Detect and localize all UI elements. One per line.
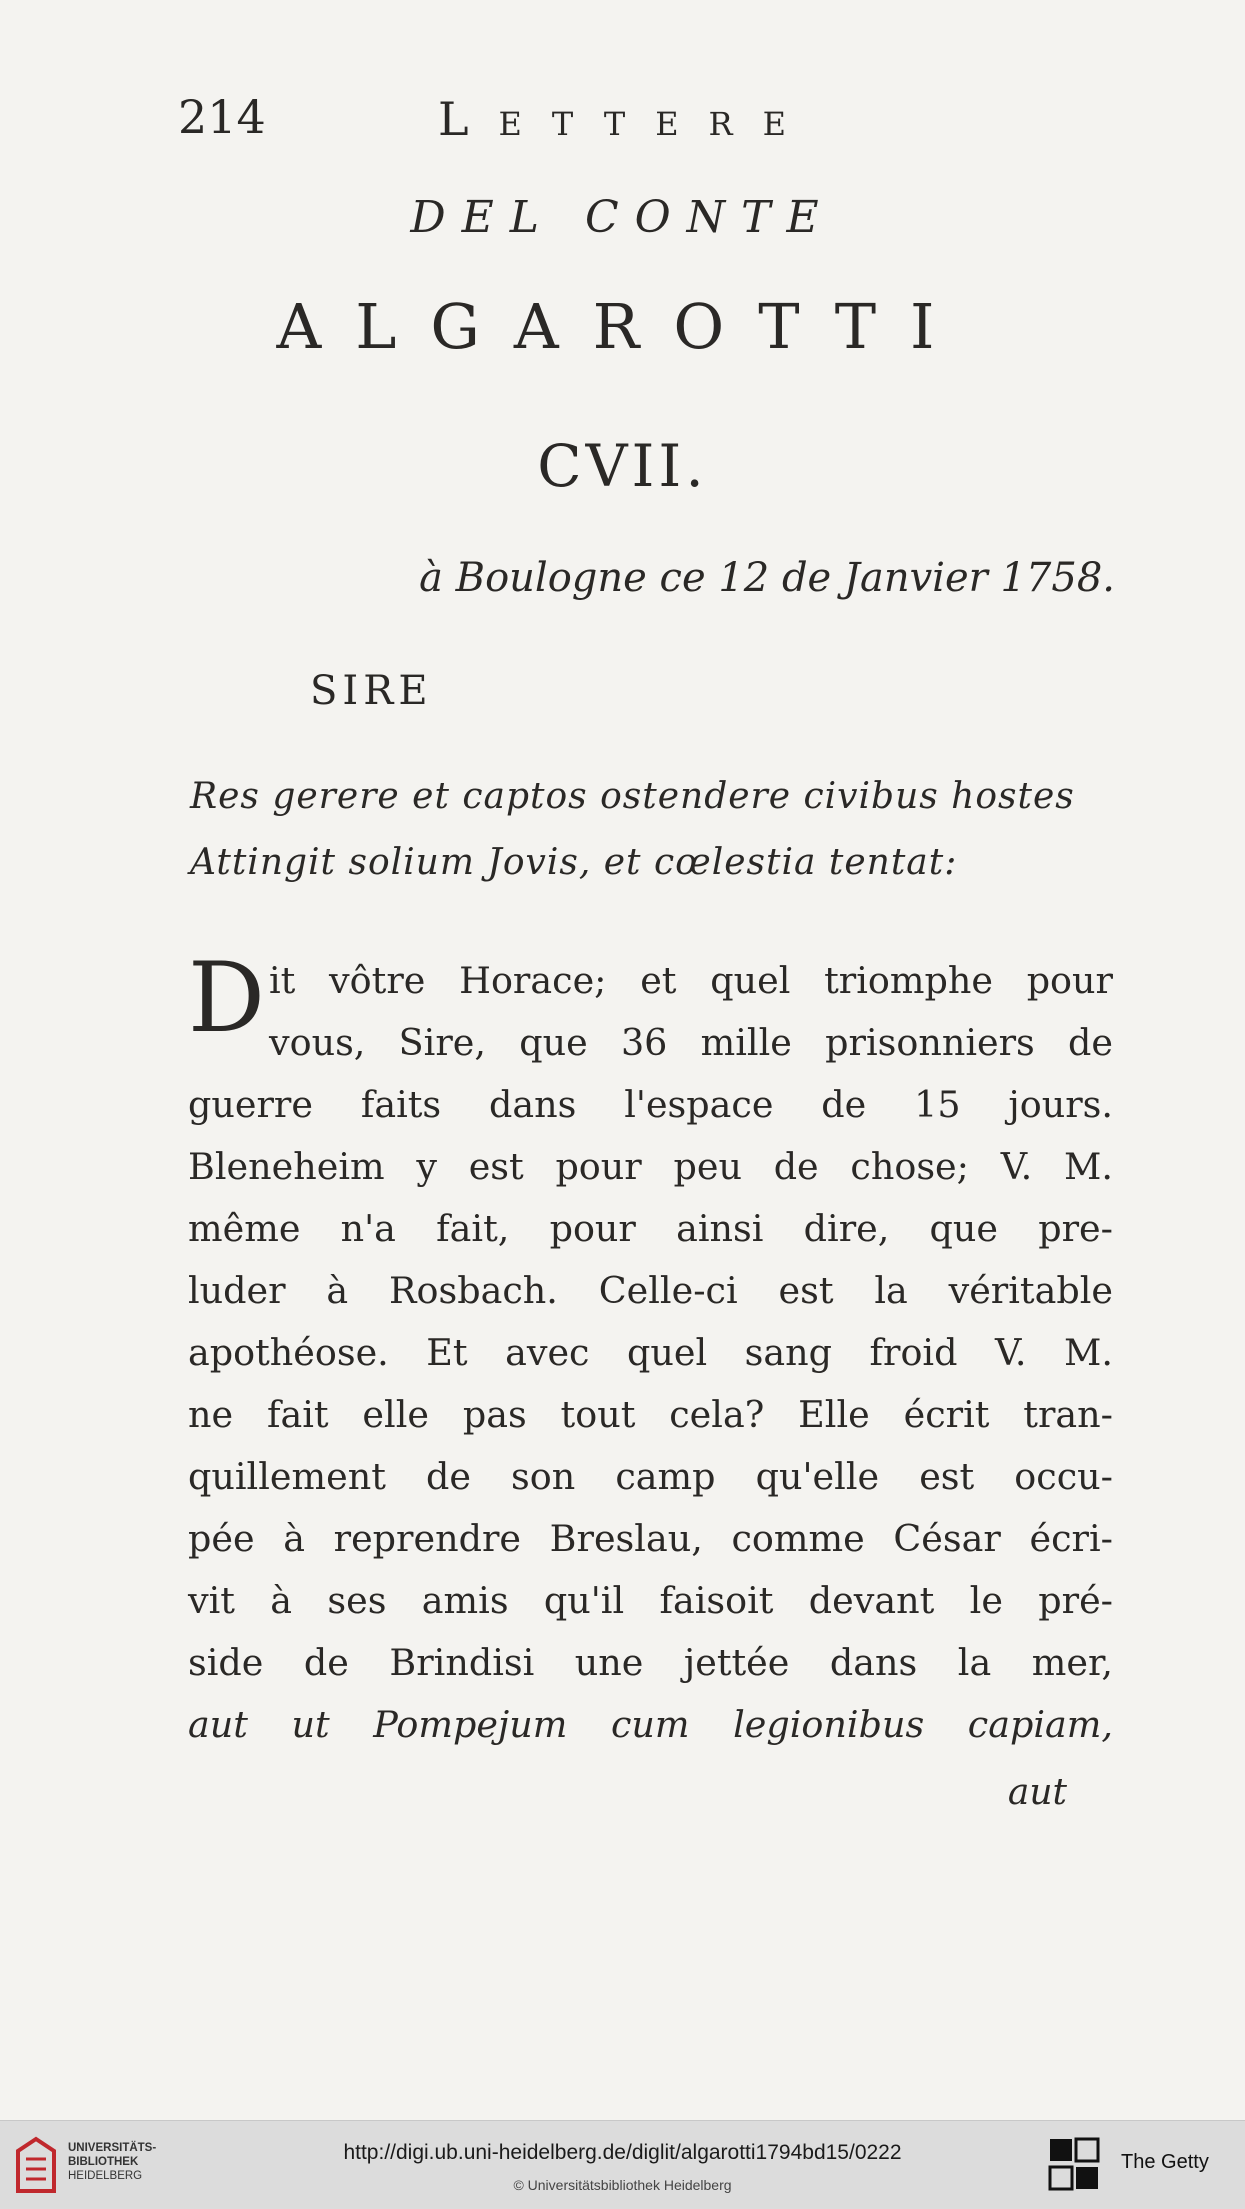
salutation: SIRE — [310, 668, 433, 714]
library-name: UNIVERSITÄTS- BIBLIOTHEK HEIDELBERG — [68, 2142, 157, 2182]
getty-logo-icon[interactable] — [1048, 2137, 1100, 2193]
body-line: Bleneheim y est pour peu de chose; V. M. — [188, 1145, 1113, 1188]
viewer-footer — [0, 2120, 1245, 2209]
page-number: 214 — [178, 90, 266, 144]
verse-line-1: Res gerere et captos ostendere civibus hostes — [190, 776, 1075, 817]
body-line-italic: aut ut Pompejum cum legionibus capiam, — [188, 1703, 1113, 1746]
dateline: à Boulogne ce 12 de Janvier 1758. — [419, 555, 1115, 601]
body-line: vous, Sire, que 36 mille prisonniers de — [268, 1021, 1113, 1064]
permalink-url[interactable]: http://digi.ub.uni-heidelberg.de/diglit/algarotti1794bd15/0222 — [343, 2141, 902, 2164]
letter-body — [188, 942, 1113, 1756]
body-line: pée à reprendre Breslau, comme César écri- — [188, 1517, 1113, 1560]
running-head: Lettere — [438, 92, 816, 146]
body-line: ne fait elle pas tout cela? Elle écrit tran- — [188, 1393, 1113, 1436]
body-line: luder à Rosbach. Celle-ci est la véritable — [188, 1269, 1113, 1312]
author-heading: ALGAROTTI — [276, 290, 969, 363]
body-line: guerre faits dans l'espace de 15 jours. — [188, 1083, 1113, 1126]
body-line: it vôtre Horace; et quel triomphe pour — [268, 959, 1113, 1002]
copyright-notice: © Universitätsbibliothek Heidelberg — [513, 2177, 732, 2193]
body-line: vit à ses amis qu'il faisoit devant le pré- — [188, 1579, 1113, 1622]
body-line: quillement de son camp qu'elle est occu- — [188, 1455, 1113, 1498]
getty-label: The Getty — [1121, 2151, 1209, 2173]
body-line: side de Brindisi une jettée dans la mer, — [188, 1641, 1113, 1684]
body-line: même n'a fait, pour ainsi dire, que pre- — [188, 1207, 1113, 1250]
catchword: aut — [1007, 1772, 1067, 1813]
body-line: apothéose. Et avec quel sang froid V. M. — [188, 1331, 1113, 1374]
verse-line-2: Attingit solium Jovis, et cœlestia tentat: — [190, 842, 958, 883]
letter-number: CVII. — [537, 432, 708, 500]
drop-cap: D — [188, 942, 265, 1054]
subtitle: DEL CONTE — [410, 192, 835, 243]
